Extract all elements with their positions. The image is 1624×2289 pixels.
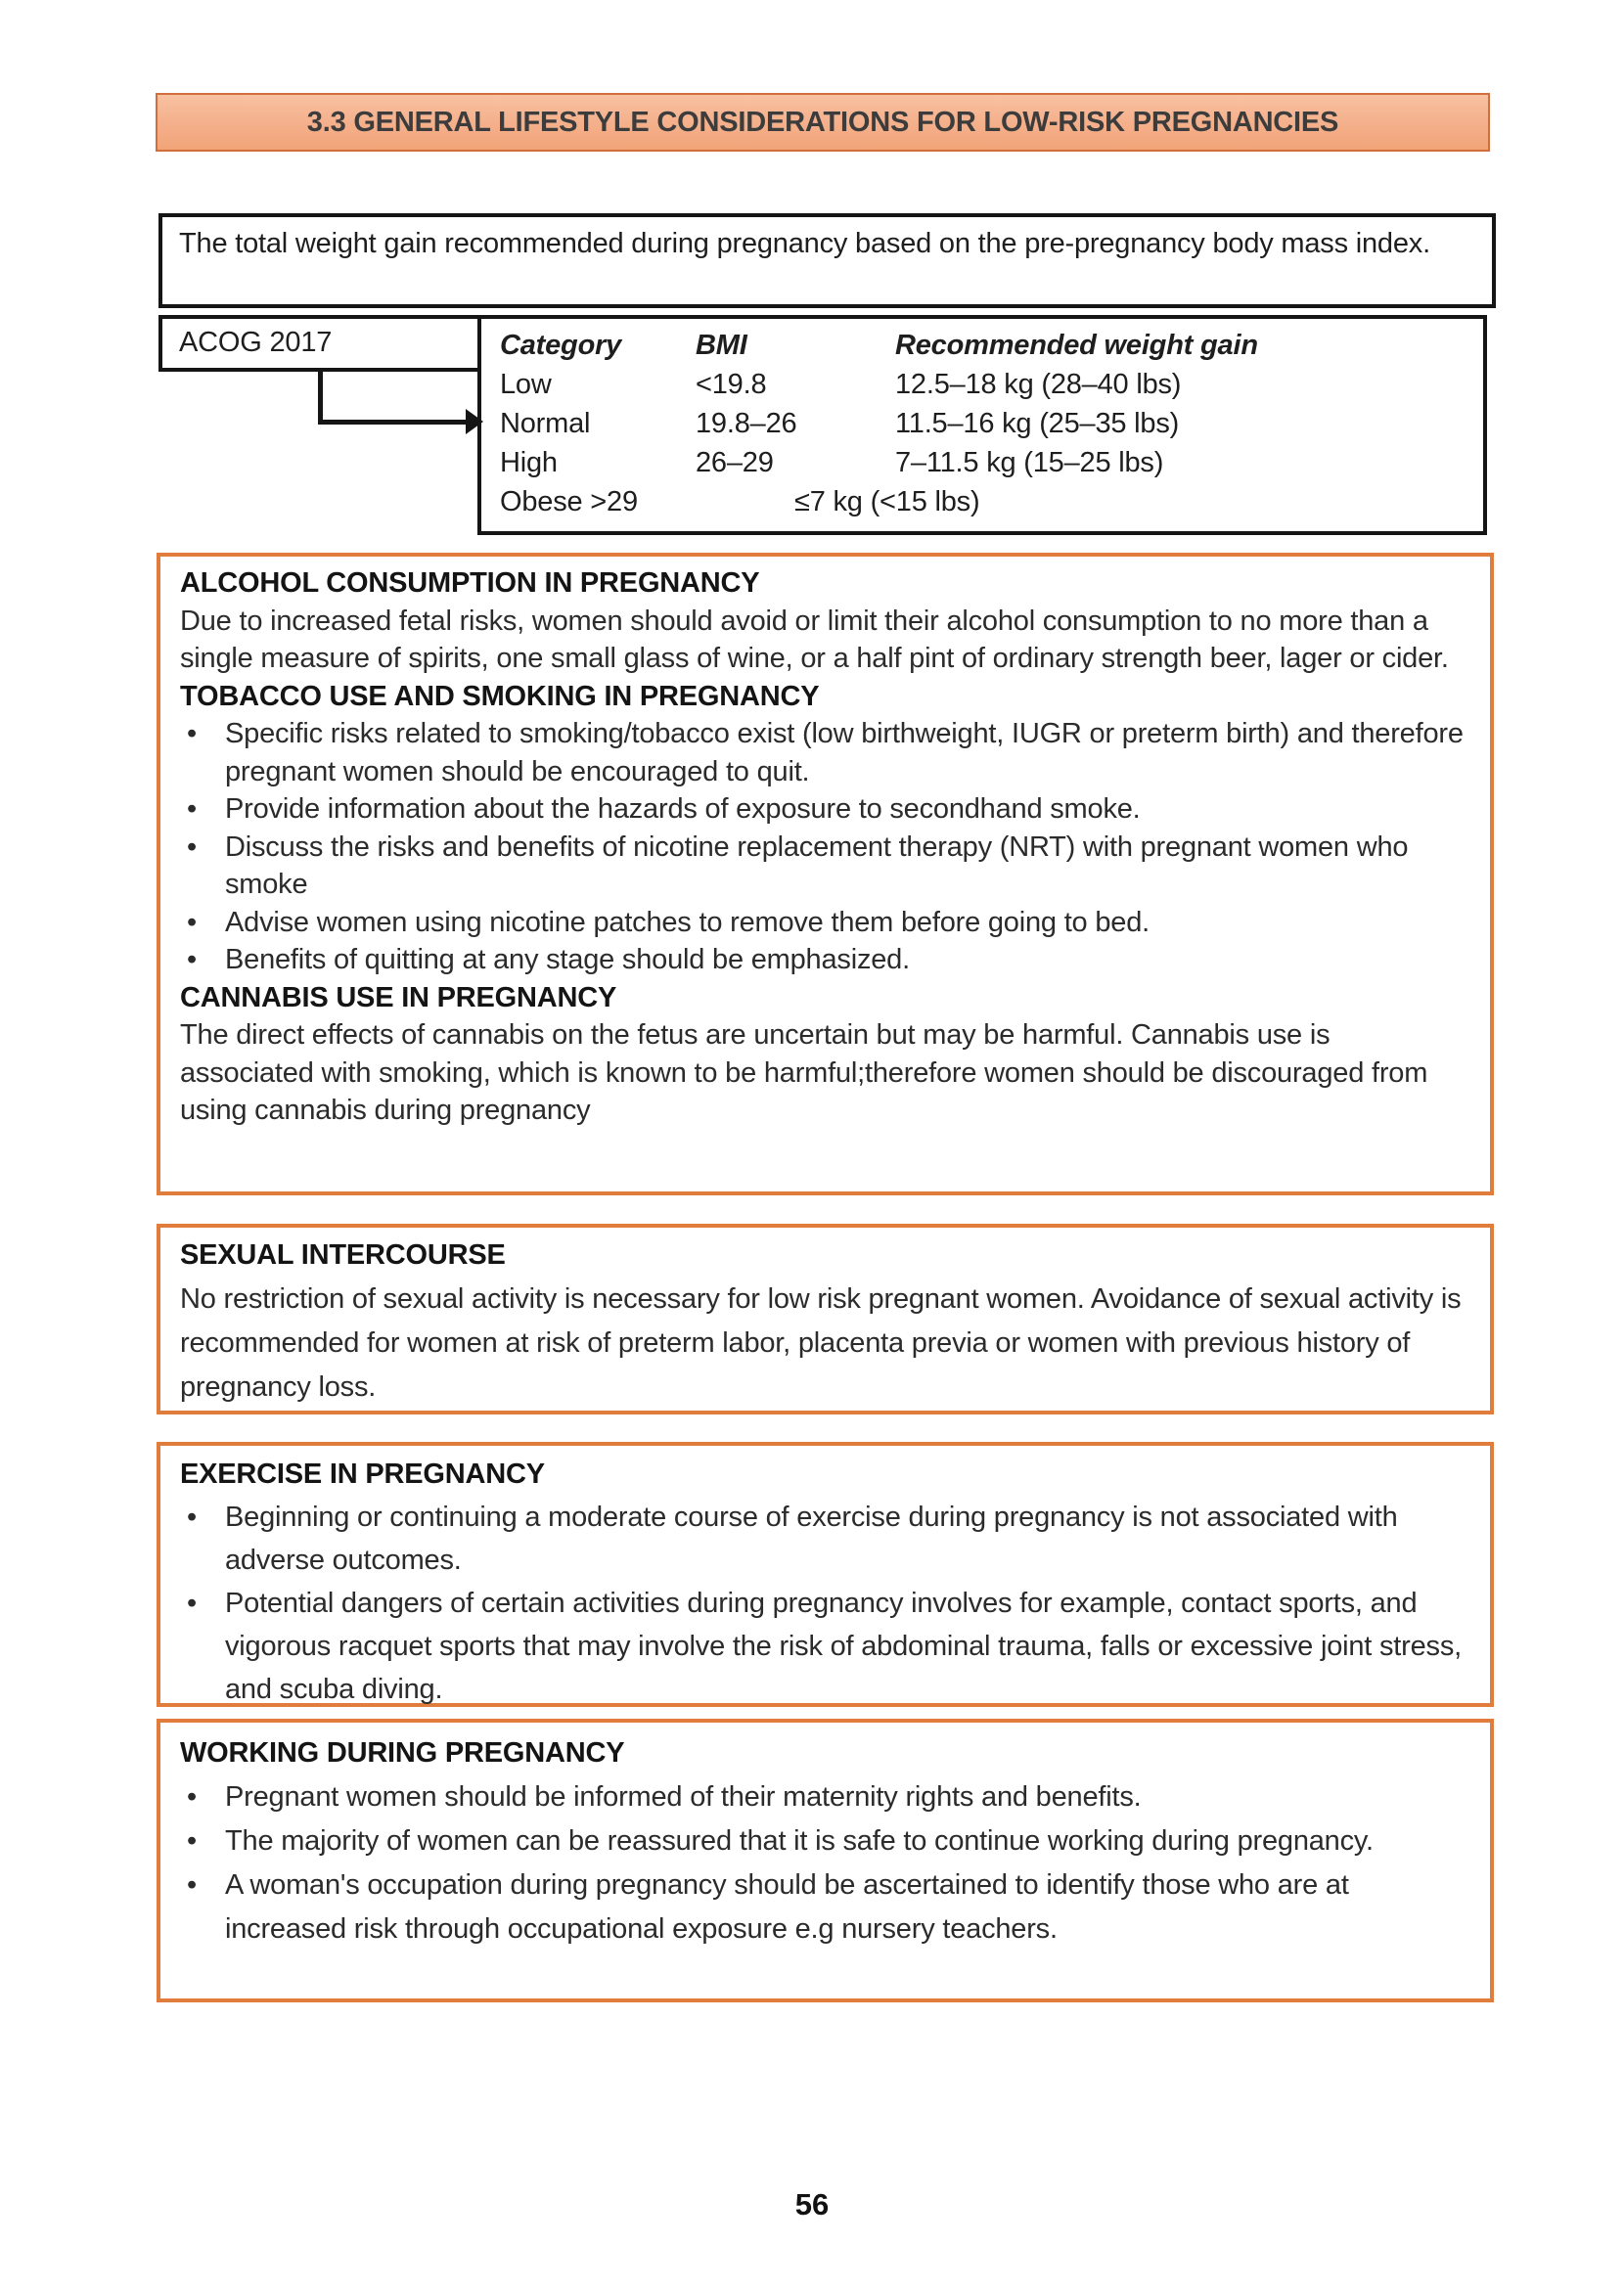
bullet-marker-icon: • [187, 906, 197, 938]
bullet-text: Pregnant women should be informed of their maternity rights and benefits. [225, 1781, 1142, 1813]
table-row-merged [500, 482, 1483, 521]
table-row [500, 365, 1483, 404]
intro-note-text: The total weight gain recommended during pregnancy based on the pre-pregnancy body mass index. [179, 228, 1430, 259]
bullet-text: Beginning or continuing a moderate course of exercise during pregnancy is not associated with adverse outcomes. [225, 1502, 1398, 1576]
acog-source-box [158, 315, 481, 372]
bullet-text: The majority of women can be reassured that it is safe to continue working during pregnancy. [225, 1825, 1374, 1857]
bullet-marker-icon: • [187, 1588, 197, 1619]
connector-line-horizontal [318, 420, 467, 425]
bullet-marker-icon: • [187, 718, 197, 749]
bullet-text: Specific risks related to smoking/tobacco exist (low birthweight, IUGR or preterm birth) and therefore pregnant women should be encouraged to quit. [225, 718, 1464, 787]
table-header-row [500, 326, 1483, 365]
connector-line-vertical [318, 370, 323, 425]
table-cell: 26–29 [696, 447, 774, 478]
intro-note-box [158, 213, 1496, 308]
bullet-text: Potential dangers of certain activities during pregnancy involves for example, contact sports, and vigorous racquet sports that may involve the risk of abdominal trauma, falls or excessive joint stress, and scuba diving. [225, 1588, 1463, 1705]
table-cell: Recommended weight gain [895, 330, 1258, 361]
bullet-marker-icon: • [187, 1502, 197, 1533]
table-cell: <19.8 [696, 369, 767, 400]
table-cell: Obese >29 [500, 486, 638, 517]
bullet-text: A woman's occupation during pregnancy should be ascertained to identify those who are at increased risk through occupational exposure e.g nursery teachers. [225, 1869, 1349, 1945]
bullet-item [180, 1863, 1468, 1952]
page-number: 56 [794, 2187, 830, 2222]
bullet-marker-icon: • [187, 1781, 197, 1813]
section-box-working [157, 1719, 1494, 2002]
section-heading: EXERCISE IN PREGNANCY [180, 1459, 545, 1490]
bullet-item [180, 904, 1468, 942]
bullet-marker-icon: • [187, 1869, 197, 1901]
table-row [500, 443, 1483, 482]
bmi-table-box [477, 315, 1487, 535]
bullet-item [180, 715, 1468, 790]
bullet-text: Advise women using nicotine patches to remove them before going to bed. [225, 906, 1150, 938]
bullet-text: Benefits of quitting at any stage should be emphasized. [225, 944, 910, 975]
table-cell: 7–11.5 kg (15–25 lbs) [895, 447, 1164, 478]
table-cell: Low [500, 369, 552, 400]
bullet-marker-icon: • [187, 944, 197, 975]
section-heading: ALCOHOL CONSUMPTION IN PREGNANCY [180, 567, 760, 599]
table-cell: 12.5–18 kg (28–40 lbs) [895, 369, 1182, 400]
bullet-marker-icon: • [187, 1825, 197, 1857]
bullet-marker-icon: • [187, 793, 197, 825]
section-heading: SEXUAL INTERCOURSE [180, 1239, 506, 1271]
table-cell: 11.5–16 kg (25–35 lbs) [895, 408, 1180, 439]
section-header-banner [156, 93, 1490, 152]
bullet-item [180, 829, 1468, 904]
table-cell: ≤7 kg (<15 lbs) [794, 486, 980, 517]
section-heading: CANNABIS USE IN PREGNANCY [180, 981, 617, 1013]
section-box-substances [157, 553, 1494, 1195]
table-cell: Category [500, 330, 622, 361]
section-paragraph: The direct effects of cannabis on the fetus are uncertain but may be harmful. Cannabis use is associated with smoking, which is known to be harmful;therefore women should be discouraged from using cannabis during pregnancy [180, 1019, 1428, 1126]
bullet-item [180, 941, 1468, 979]
bmi-table-body [500, 326, 1483, 521]
bullet-item [180, 790, 1468, 829]
section-header-title: 3.3 GENERAL LIFESTYLE CONSIDERATIONS FOR LOW-RISK PREGNANCIES [306, 106, 1339, 138]
acog-source-label: ACOG 2017 [179, 327, 333, 358]
table-cell: 19.8–26 [696, 408, 797, 439]
bullet-item [180, 1819, 1468, 1863]
bullet-item [180, 1582, 1468, 1711]
bullet-item [180, 1775, 1468, 1819]
section-paragraph: No restriction of sexual activity is necessary for low risk pregnant women. Avoidance of sexual activity is recommended for women at risk of preterm labor, placenta previa or women with previous history of pregnancy loss. [180, 1283, 1462, 1403]
section-box-sexual-intercourse [157, 1224, 1494, 1414]
table-cell: High [500, 447, 558, 478]
section-heading: WORKING DURING PREGNANCY [180, 1737, 625, 1769]
table-cell: BMI [696, 330, 747, 361]
bullet-text: Discuss the risks and benefits of nicotine replacement therapy (NRT) with pregnant women who smoke [225, 830, 1409, 900]
bullet-marker-icon: • [187, 830, 197, 863]
table-cell: Normal [500, 408, 591, 439]
section-paragraph: Due to increased fetal risks, women should avoid or limit their alcohol consumption to no more than a single measure of spirits, one small glass of wine, or a half pint of ordinary strength beer, lager or cider. [180, 605, 1449, 674]
section-heading: TOBACCO USE AND SMOKING IN PREGNANCY [180, 680, 820, 712]
bullet-item [180, 1496, 1468, 1582]
table-row [500, 404, 1483, 443]
section-box-exercise [157, 1442, 1494, 1707]
connector-arrowhead-icon [466, 409, 483, 434]
bullet-text: Provide information about the hazards of exposure to secondhand smoke. [225, 793, 1141, 825]
